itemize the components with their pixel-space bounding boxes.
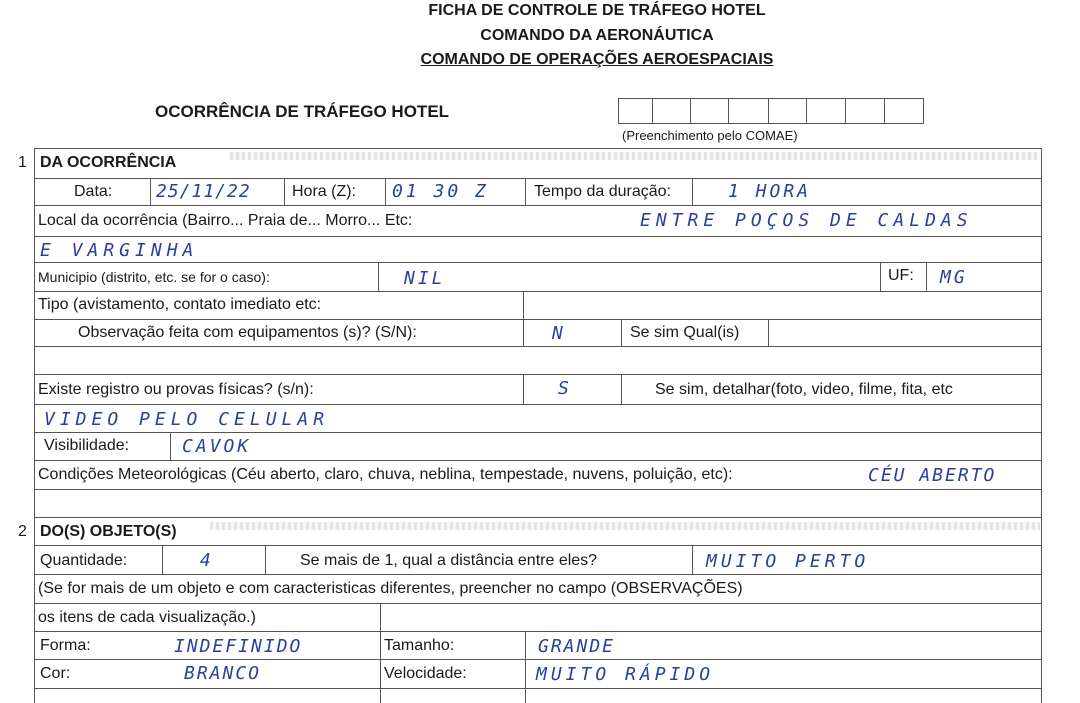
registro-field[interactable]: S	[558, 378, 572, 399]
distancia-label: Se mais de 1, qual a distância entre eles?	[300, 552, 598, 569]
tamanho-label: Tamanho:	[384, 637, 455, 654]
section-1-number: 1	[18, 154, 27, 171]
equipamentos-label: Observação feita com equipamentos (s)? (S/N):	[78, 324, 417, 341]
local-field-line-1[interactable]: ENTRE POÇOS DE CALDAS	[640, 210, 973, 231]
municipio-label: Municipio (distrito, etc. se for o caso):	[38, 269, 270, 285]
meteo-label: Condições Meteorológicas (Céu aberto, claro, chuva, neblina, tempestade, nuvens, poluição, etc):	[38, 466, 733, 483]
tamanho-field[interactable]: GRANDE	[538, 636, 616, 657]
hora-field[interactable]: 01 30 Z	[392, 181, 489, 202]
velocidade-field[interactable]: MUITO RÁPIDO	[536, 664, 715, 685]
registro-label: Existe registro ou provas físicas? (s/n):	[38, 381, 314, 398]
forma-field[interactable]: INDEFINIDO	[174, 636, 303, 657]
hora-label: Hora (Z):	[292, 183, 356, 200]
tipo-label: Tipo (avistamento, contato imediato etc:	[38, 296, 322, 313]
uf-field[interactable]: MG	[940, 267, 968, 288]
visibilidade-label: Visibilidade:	[44, 437, 130, 454]
equipamentos-field[interactable]: N	[552, 323, 566, 344]
meteo-field[interactable]: CÉU ABERTO	[868, 465, 997, 486]
quantidade-label: Quantidade:	[40, 552, 128, 569]
visibilidade-field[interactable]: CAVOK	[182, 436, 252, 457]
form-title: OCORRÊNCIA DE TRÁFEGO HOTEL	[155, 102, 450, 121]
header-line-2: COMANDO DA AERONÁUTICA	[480, 27, 714, 44]
velocidade-label: Velocidade:	[384, 665, 467, 682]
local-label: Local da ocorrência (Bairro... Praia de... Morro... Etc:	[38, 212, 413, 229]
header-line-3: COMANDO DE OPERAÇÕES AEROESPACIAIS	[420, 51, 774, 68]
section-2-title: DO(S) OBJETO(S)	[40, 523, 177, 540]
nota-line-1: (Se for mais de um objeto e com caracteristicas diferentes, preencher no campo (OBSERVAÇÕES)	[38, 580, 743, 597]
cor-field[interactable]: BRANCO	[184, 663, 262, 684]
data-field[interactable]: 25/11/22	[156, 181, 251, 202]
cor-label: Cor:	[40, 665, 71, 682]
comae-note: (Preenchimento pelo COMAE)	[622, 128, 798, 143]
nota-line-2: os itens de cada visualização.)	[38, 609, 256, 626]
uf-label: UF:	[888, 267, 914, 284]
section-2-number: 2	[18, 523, 27, 540]
detalhar-field[interactable]: VIDEO PELO CELULAR	[44, 409, 330, 430]
quantidade-field[interactable]: 4	[200, 550, 214, 571]
duracao-label: Tempo da duração:	[534, 183, 671, 200]
local-field-line-2[interactable]: E VARGINHA	[40, 240, 199, 261]
forma-label: Forma:	[40, 637, 91, 654]
header-line-1: FICHA DE CONTROLE DE TRÁFEGO HOTEL	[428, 2, 766, 19]
duracao-field[interactable]: 1 HORA	[728, 181, 812, 202]
data-label: Data:	[74, 183, 113, 200]
municipio-field[interactable]: NIL	[404, 268, 446, 289]
distancia-field[interactable]: MUITO PERTO	[706, 551, 870, 572]
qual-label: Se sim Qual(is)	[630, 324, 740, 341]
section-1-title: DA OCORRÊNCIA	[40, 154, 177, 171]
detalhar-label: Se sim, detalhar(foto, video, filme, fita, etc	[655, 381, 953, 398]
